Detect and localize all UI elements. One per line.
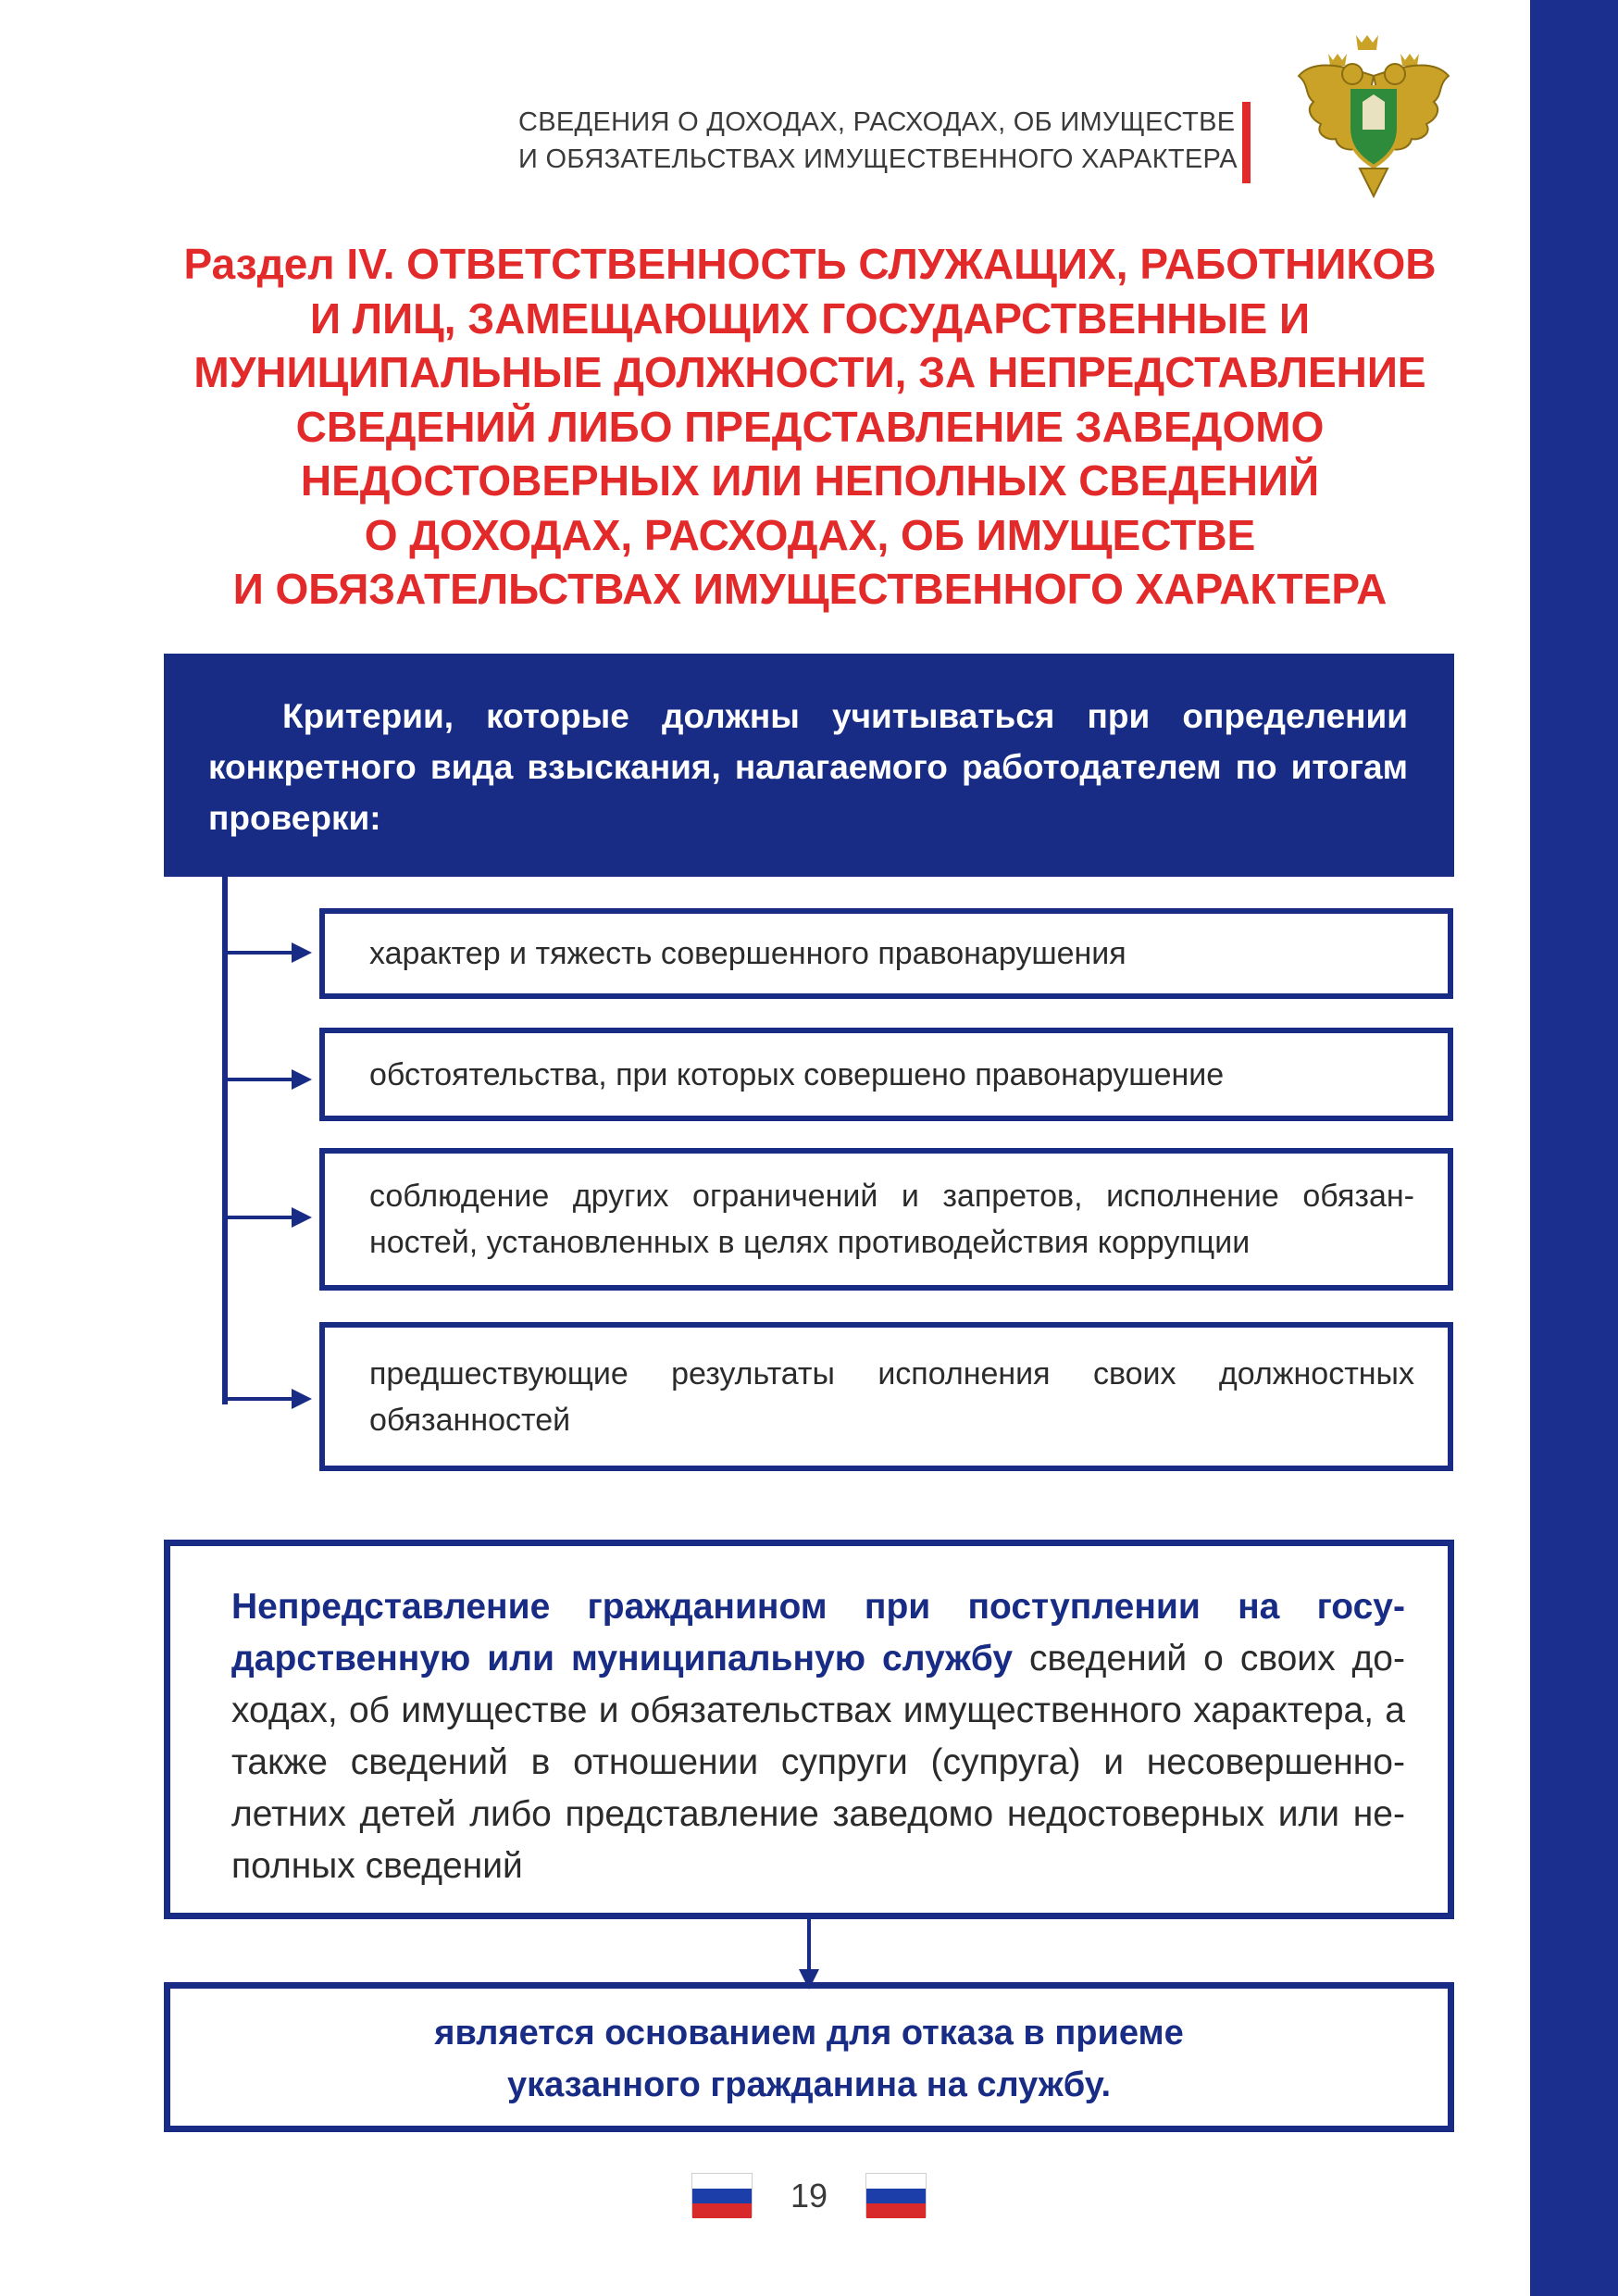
russian-flag-icon [865,2173,927,2217]
criteria-arrow-icon [225,1216,303,1219]
criteria-tree-stem [222,877,228,1404]
criteria-item [319,908,1453,999]
title-line: Раздел IV. ОТВЕТСТВЕННОСТЬ СЛУЖАЩИХ, РАБОТНИКОВ [183,240,1437,288]
result-line-1: является основанием для отказа в приеме [434,2014,1184,2053]
title-line: СВЕДЕНИЙ ЛИБО ПРЕДСТАВЛЕНИЕ ЗАВЕДОМО [295,402,1325,451]
criteria-item-text: предшествующие результаты исполнения своих должностных обязанностей [369,1355,1414,1438]
title-line: НЕДОСТОВЕРНЫХ ИЛИ НЕПОЛНЫХ СВЕДЕНИЙ [300,456,1320,505]
title-line: И ЛИЦ, ЗАМЕЩАЮЩИХ ГОСУДАРСТВЕННЫЕ И [309,293,1311,343]
criteria-item [319,1028,1453,1121]
result-line-2: указанного гражданина на службу. [506,2065,1112,2104]
header-line-1: СВЕДЕНИЯ О ДОХОДАХ, РАСХОДАХ, ОБ ИМУЩЕСТВЕ [518,107,1236,137]
criteria-arrow-icon [225,1078,303,1081]
criteria-arrow-icon [225,951,303,955]
notice-box [164,1540,1454,1919]
header-line-2: И ОБЯЗАТЕЛЬСТВАХ ИМУЩЕСТВЕННОГО ХАРАКТЕРА [518,144,1238,174]
side-color-bar [1530,0,1618,2296]
criteria-arrow-icon [225,1397,303,1401]
criteria-heading-box: Критерии, которые должны учитываться при определении конкретного вида взыскания, налагаемого работодателем по итогам проверки: [164,654,1454,877]
title-line: О ДОХОДАХ, РАСХОДАХ, ОБ ИМУЩЕСТВЕ [364,510,1256,559]
russian-flag-icon [691,2173,753,2217]
criteria-item-text: характер и тяжесть совершенного правонарушения [369,936,1126,971]
title-line: МУНИЦИПАЛЬНЫЕ ДОЛЖНОСТИ, ЗА НЕПРЕДСТАВЛЕНИЕ [193,348,1426,396]
title-line: И ОБЯЗАТЕЛЬСТВАХ ИМУЩЕСТВЕННОГО ХАРАКТЕРА [232,565,1388,613]
section-title [148,237,1472,617]
criteria-item-text: соблюдение других ограничений и запретов, исполнение обязанностей, установленных в целях противодействия коррупции [369,1179,1414,1260]
eagle-emblem-icon [1291,30,1456,202]
criteria-item [319,1148,1453,1291]
notice-text: сведений о своих доходах, об имуществе и обязательствах имущественного характера, а также сведений в отношении супруги (супруга) и несовершеннолетних детей либо представление заведомо недостоверных или неполных сведений [231,1639,1405,1886]
page-header [518,104,1238,178]
page-number: 19 [790,2177,828,2215]
header-divider [1242,102,1251,183]
criteria-item-text: обстоятельства, при которых совершено правонарушение [369,1056,1225,1092]
criteria-item [319,1322,1453,1471]
result-box [164,1982,1454,2132]
notice-bold-text: Непредставление гражданином при поступлении на государственную или муниципальную службу [231,1587,1405,1678]
